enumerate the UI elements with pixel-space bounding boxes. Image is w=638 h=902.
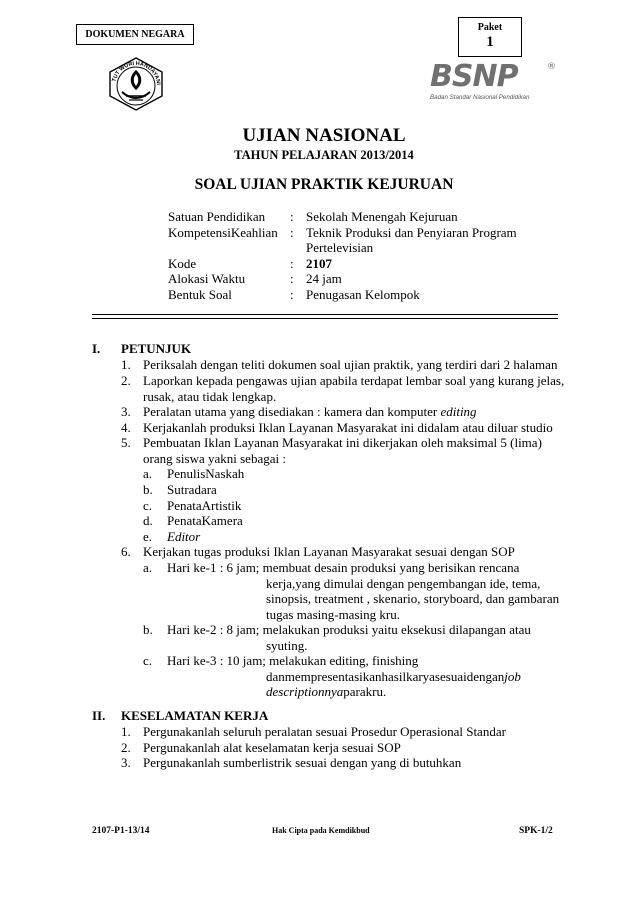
day-item-continued: syuting. [266,637,308,653]
divider-bottom [92,318,558,319]
info-value: Teknik Produksi dan Penyiaran Program [306,224,517,240]
day-item-continued [266,684,386,700]
section-1-title: PETUNJUK [121,341,192,356]
day-item: Hari ke-3 : 10 jam; melakukan editing, finishing [167,653,419,668]
list-item-number: 2. [121,739,131,755]
footer-code: 2107-P1-13/14 [92,826,150,836]
year-title: TAHUN PELAJARAN 2013/2014 [234,148,414,162]
sub-title: SOAL UJIAN PRAKTIK KEJURUAN [194,176,454,193]
info-block [168,209,568,302]
divider-top [92,314,558,315]
list-item-number: 2. [121,373,131,388]
list-item: Pergunakanlah alat keselamatan kerja sesuai SOP [143,739,401,755]
day-item-continued: tugas masing-masing kru. [266,606,400,622]
info-key: Satuan Pendidikan [168,209,266,224]
registered-icon: ® [547,62,556,72]
list-item-number: 3. [121,755,131,770]
info-value: 24 jam [306,271,342,286]
main-title: UJIAN NASIONAL [242,125,406,146]
day-text-italic: descriptionnya [266,684,344,699]
info-key: KompetensiKeahlian [168,224,278,240]
info-value-continued: Pertelevisian [306,240,374,255]
sub-item-letter: c. [143,497,153,513]
sub-item-letter: c. [143,653,153,668]
list-item-continued: rusak, atau tidak lengkap. [143,388,277,404]
list-item-continued: orang siswa yakni sebagai : [143,450,286,466]
seal-text: TUT WURI HANDAYANI [111,60,161,86]
footer-page: SPK-1/2 [519,826,553,836]
list-item: Pergunakanlah seluruh peralatan sesuai Prosedur Operasional Standar [143,724,506,739]
sub-item-letter: a. [143,560,153,575]
list-item: Kerjakan tugas produksi Iklan Layanan Masyarakat sesuai dengan SOP [143,544,515,559]
day-text: danmempresentasikanhasilkaryasesuaidengan [266,668,505,684]
info-value-code: 2107 [306,255,332,271]
info-sep: : [290,255,294,271]
list-item: Pembuatan Iklan Layanan Masyarakat ini dikerjakan oleh maksimal 5 (lima) [143,435,542,450]
sub-item-letter: d. [143,513,153,528]
list-item-text: Peralatan utama yang disediakan : kamera dan komputer [143,404,441,419]
day-item-continued [266,669,521,685]
sub-item-letter: e. [143,528,153,544]
list-item: Periksalah dengan teliti dokumen soal ujian praktik, yang terdiri dari 2 halaman [143,357,558,372]
footer-copyright: Hak Cipta pada Kemdikbud [272,826,370,835]
paket-box [458,17,522,57]
info-sep: : [290,286,294,302]
list-item-number: 3. [121,404,131,419]
sub-item: PenataArtistik [167,497,242,513]
day-item: Hari ke-1 : 6 jam; membuat desain produksi yang berisikan rencana [167,560,520,575]
list-item-number: 1. [121,724,131,739]
list-item-number: 4. [121,419,131,435]
tut-wuri-handayani-seal [105,56,167,112]
day-item-continued: sinopsis, treatment , skenario, storyboard, dan gambaran [266,591,560,606]
sub-item: PenataKamera [167,513,243,528]
info-value: Sekolah Menengah Kejuruan [306,209,458,224]
sub-item-letter: b. [143,482,153,497]
info-key: Alokasi Waktu [168,271,246,286]
day-text: parakru. [343,684,387,699]
section-2-number: II. [92,708,106,723]
list-item: Laporkan kepada pengawas ujian apabila terdapat lembar soal yang kurang jelas, [143,373,565,388]
bsnp-logo-text: BSNP [430,59,518,94]
sub-item: Editor [167,528,201,544]
sub-item: PenulisNaskah [167,466,245,481]
section-2-title: KESELAMATAN KERJA [121,708,269,723]
info-key: Kode [168,255,197,271]
info-sep: : [290,224,294,240]
list-item: Kerjakanlah produksi Iklan Layanan Masyarakat ini didalam atau diluar studio [143,419,553,435]
info-key: Bentuk Soal [168,286,232,302]
paket-number: 1 [486,34,494,50]
info-value: Penugasan Kelompok [306,286,420,302]
list-item-number: 5. [121,435,131,450]
bsnp-logo [430,59,560,106]
day-item-continued: kerja,yang dimulai dengan pengembangan ide, tema, [266,575,541,591]
dokumen-negara-label: DOKUMEN NEGARA [76,24,194,45]
sub-item: Sutradara [167,482,217,497]
list-item: Pergunakanlah sumberlistrik sesuai dengan yang di butuhkan [143,755,462,770]
sub-item-letter: a. [143,466,153,481]
paket-label: Paket [477,22,503,33]
list-item-number: 1. [121,357,131,372]
sub-item-letter: b. [143,622,153,637]
list-item-number: 6. [121,544,131,559]
bsnp-subtitle: Badan Standar Nasional Pendidikan [430,94,530,101]
info-sep: : [290,209,294,224]
day-item: Hari ke-2 : 8 jam; melakukan produksi yaitu eksekusi dilapangan atau [167,622,531,637]
list-item-italic: editing [440,404,477,419]
info-sep: : [290,271,294,286]
list-item [143,404,477,420]
day-text-italic: job [504,668,521,684]
section-1-number: I. [92,341,101,356]
